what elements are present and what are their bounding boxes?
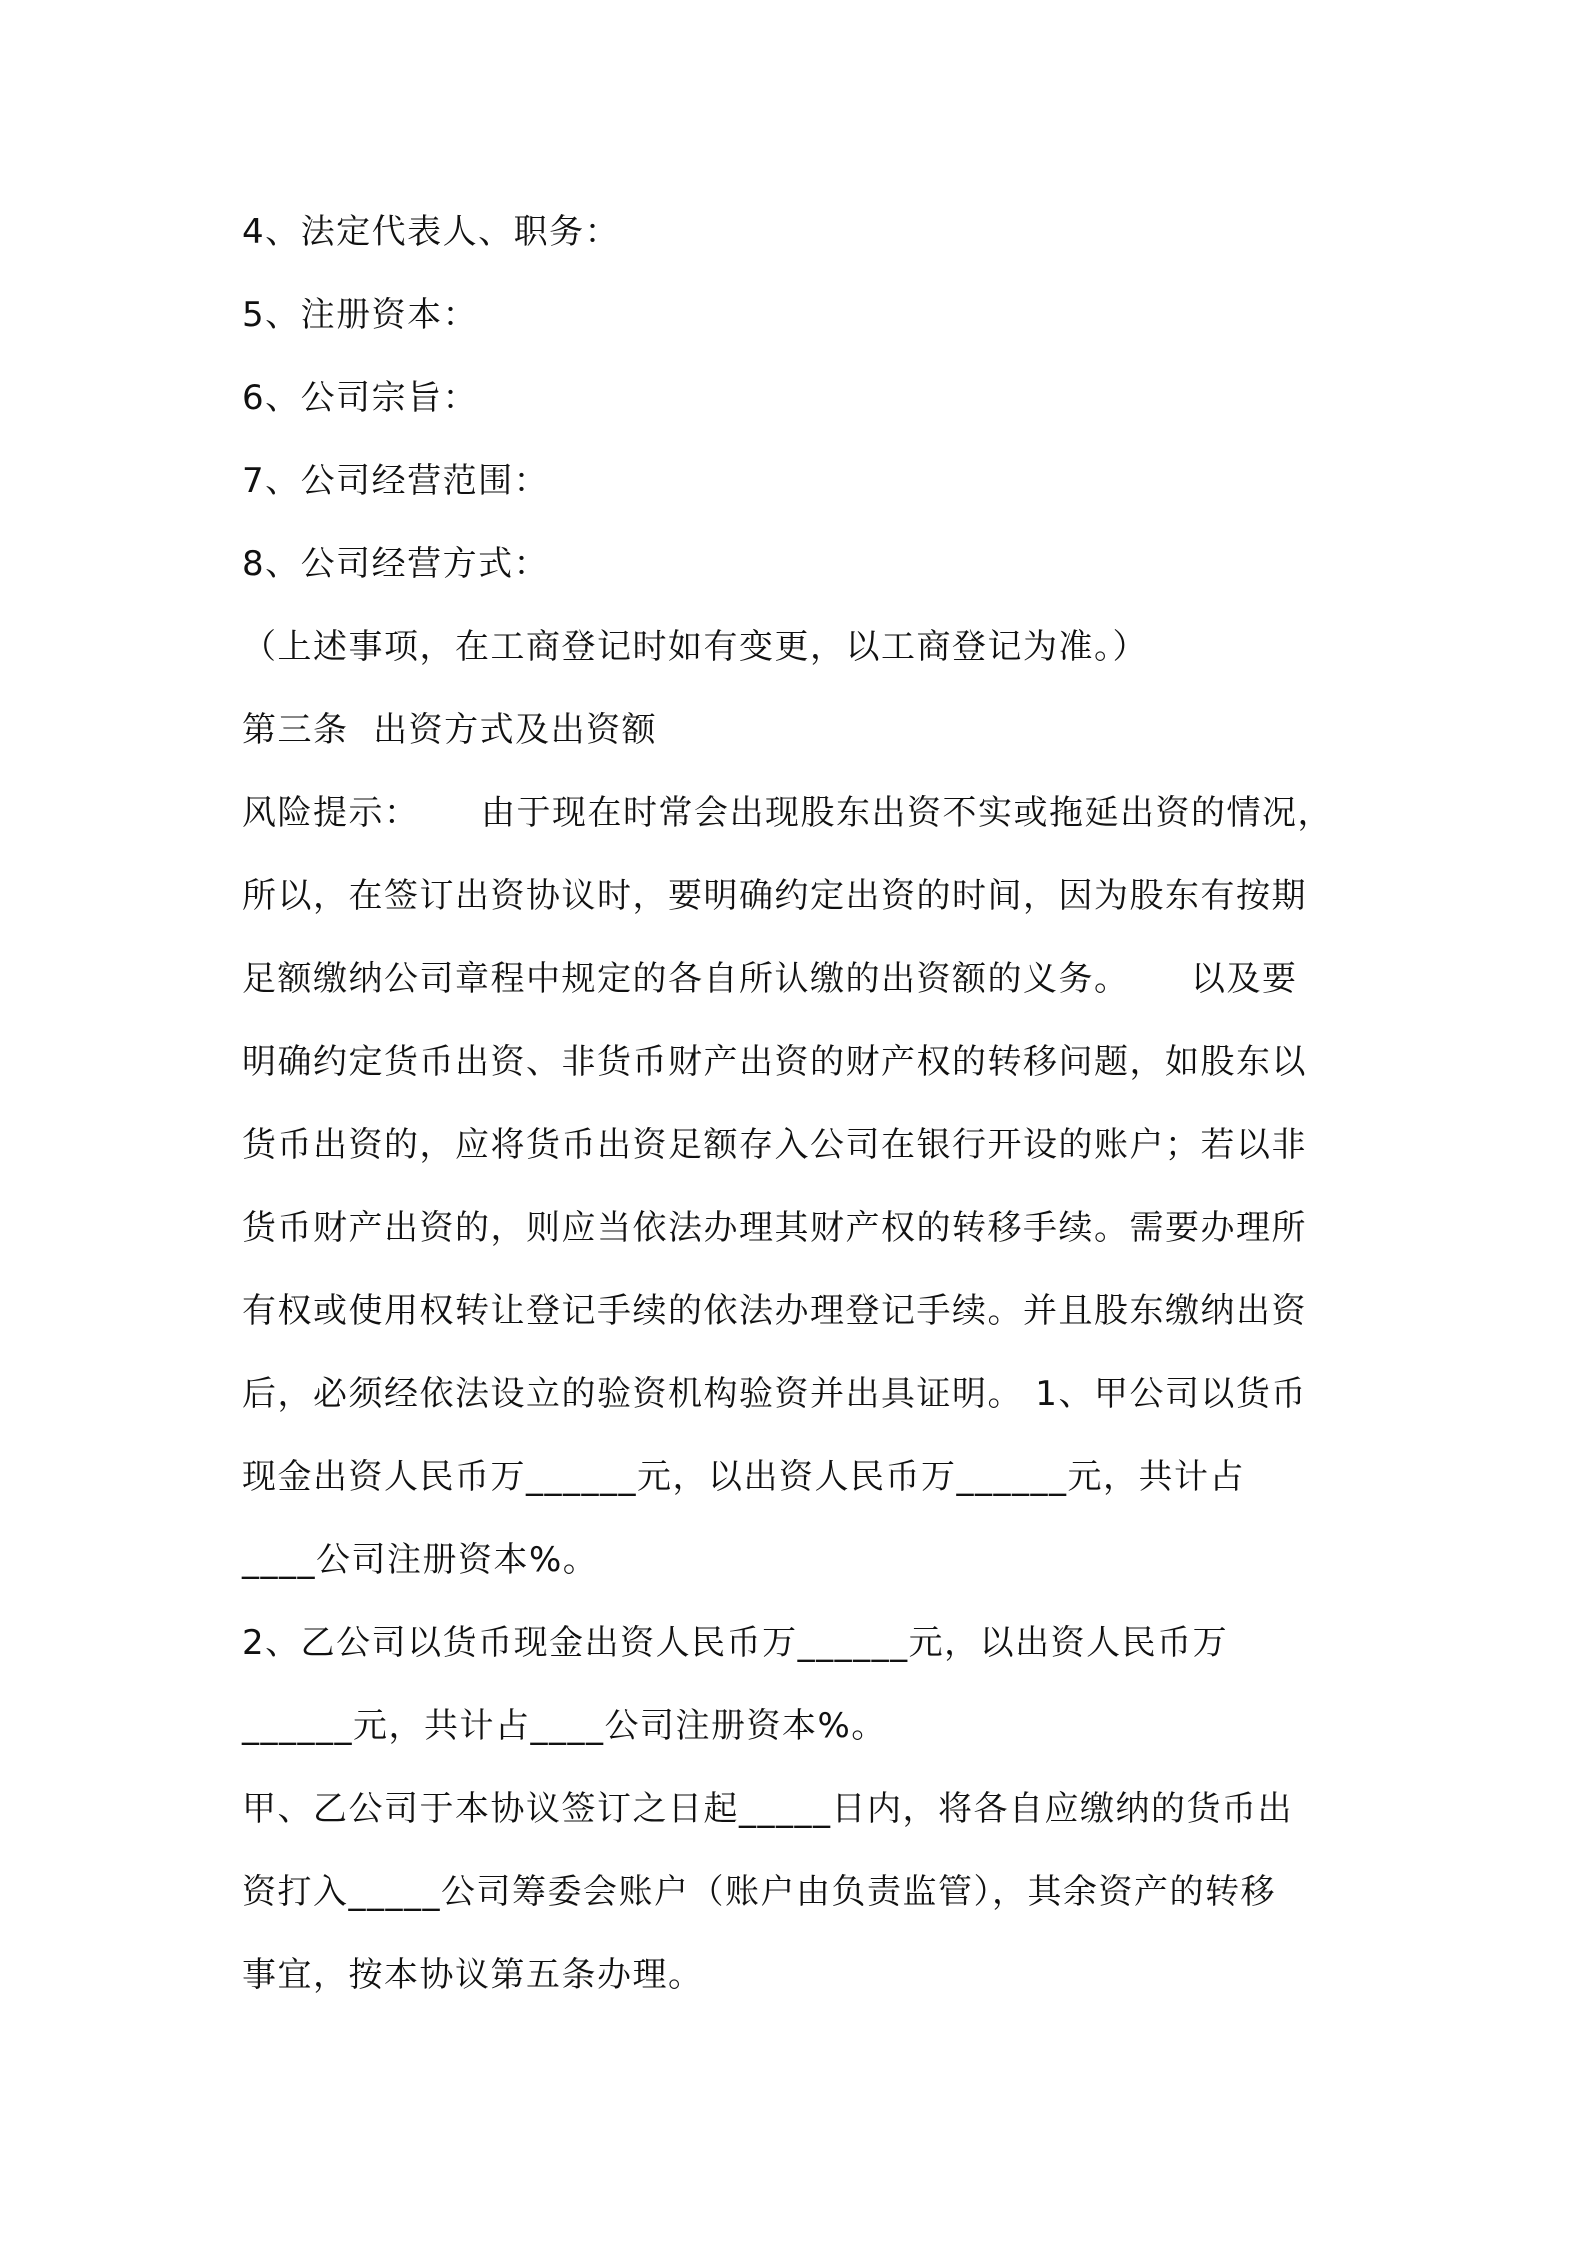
party-a-contribution-line: 现金出资人民币万______元，以出资人民币万______元，共计占: [242, 1457, 1245, 1497]
risk-notice-line: 足额缴纳公司章程中规定的各自所认缴的出资额的义务。 以及要: [242, 959, 1298, 999]
risk-notice-line: 所以，在签订出资协议时，要明确约定出资的时间，因为股东有按期: [242, 876, 1307, 916]
party-b-contribution-line: 2、乙公司以货币现金出资人民币万______元，以出资人民币万: [242, 1623, 1229, 1663]
risk-notice-line: 后，必须经依法设立的验资机构验资并出具证明。 1、甲公司以货币: [242, 1374, 1307, 1414]
risk-notice-line: 风险提示： 由于现在时常会出现股东出资不实或拖延出资的情况，: [242, 793, 1334, 833]
clause-item-4: 4、法定代表人、职务：: [242, 212, 621, 252]
registration-note: （上述事项，在工商登记时如有变更，以工商登记为准。）: [242, 627, 1148, 667]
risk-notice-line: 明确约定货币出资、非货币财产出资的财产权的转移问题，如股东以: [242, 1042, 1307, 1082]
clause-item-5: 5、注册资本：: [242, 295, 479, 335]
party-b-contribution-line: ______元，共计占____公司注册资本%。: [242, 1706, 887, 1746]
payment-terms-line: 事宜，按本协议第五条办理。: [242, 1955, 704, 1995]
payment-terms-line: 甲、乙公司于本协议签订之日起_____日内，将各自应缴纳的货币出: [242, 1789, 1293, 1829]
clause-item-7: 7、公司经营范围：: [242, 461, 550, 501]
payment-terms-line: 资打入_____公司筹委会账户（账户由负责监管），其余资产的转移: [242, 1872, 1276, 1912]
article-3-heading: 第三条 出资方式及出资额: [242, 710, 658, 750]
risk-notice-line: 有权或使用权转让登记手续的依法办理登记手续。并且股东缴纳出资: [242, 1291, 1307, 1331]
clause-item-6: 6、公司宗旨：: [242, 378, 479, 418]
risk-notice-line: 货币出资的，应将货币出资足额存入公司在银行开设的账户；若以非: [242, 1125, 1307, 1165]
risk-notice-line: 货币财产出资的，则应当依法办理其财产权的转移手续。需要办理所: [242, 1208, 1307, 1248]
clause-item-8: 8、公司经营方式：: [242, 544, 550, 584]
party-a-contribution-line: ____公司注册资本%。: [242, 1540, 599, 1580]
